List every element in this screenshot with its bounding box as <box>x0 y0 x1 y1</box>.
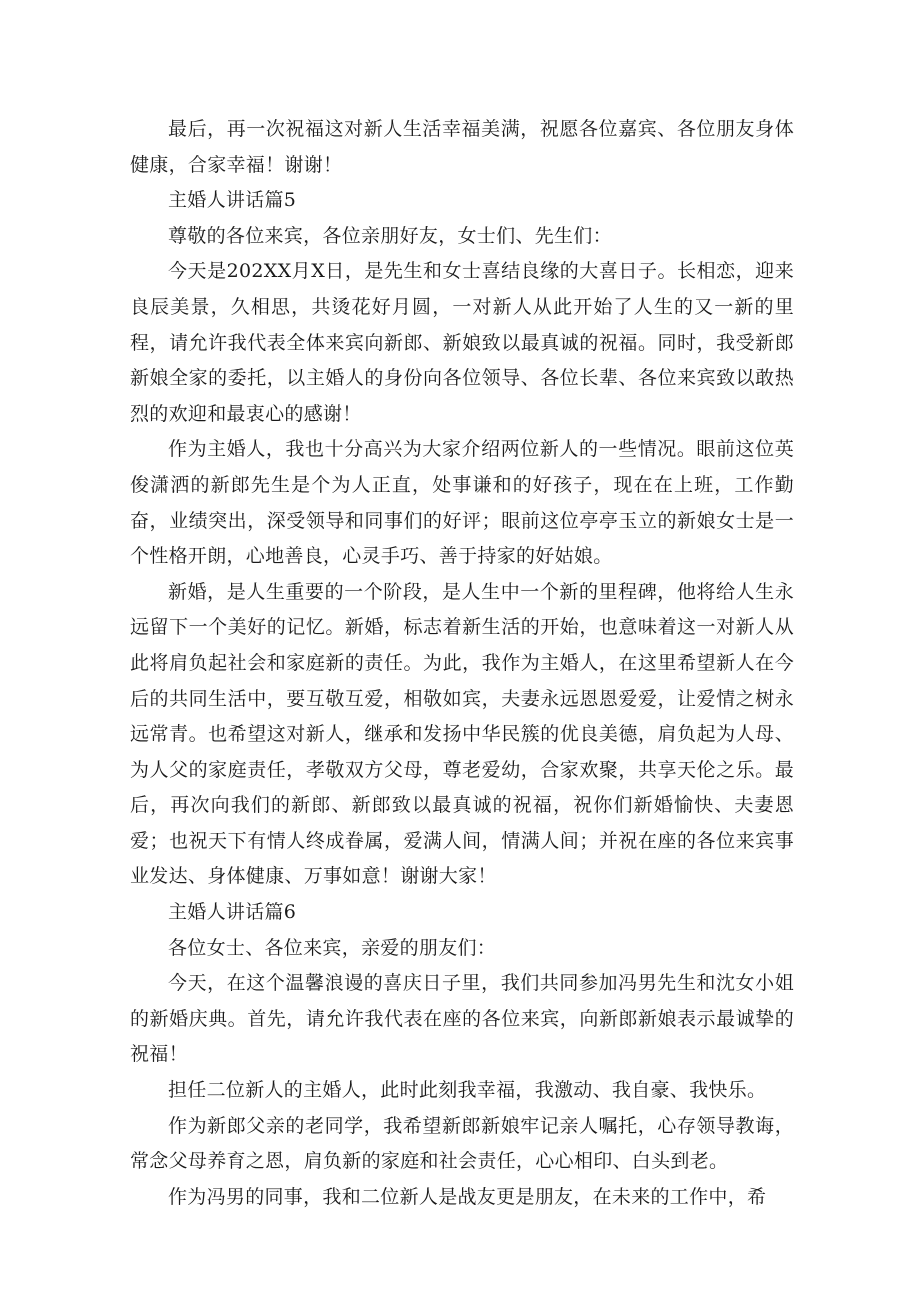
paragraph: 今天是202XX月X日，是先生和女士喜结良缘的大喜日子。长相恋，迎来良辰美景，久相思，共烫花好月圆，一对新人从此开始了人生的又一新的里程，请允许我代表全体来宾向新郎、新娘致以最真诚的祝福。同时，我受新郎新娘全家的委托，以主婚人的身份向各位领导、各位长辈、各位来宾致以敢热烈的欢迎和最衷心的感谢！ <box>130 260 794 425</box>
paragraph: 作为冯男的同事，我和二位新人是战友更是朋友，在未来的工作中，希 <box>168 1185 767 1208</box>
paragraph: 作为新郎父亲的老同学，我希望新郎新娘牢记亲人嘱托，心存领导教诲，常念父母养育之恩，肩负新的家庭和社会责任，心心相印、白头到老。 <box>130 1114 794 1173</box>
paragraph: 今天，在这个温馨浪谩的喜庆日子里，我们共同参加冯男先生和沈女小姐的新婚庆典。首先，请允许我代表在座的各位来宾，向新郎新娘表示最诚挚的祝福！ <box>130 972 794 1066</box>
paragraph: 尊敬的各位来宾，各位亲朋好友，女士们、先生们： <box>168 224 612 247</box>
paragraph: 担任二位新人的主婚人，此时此刻我幸福，我激动、我自豪、我快乐。 <box>168 1079 767 1102</box>
section-heading: 主婚人讲话篇5 <box>168 189 297 212</box>
paragraph: 新婚，是人生重要的一个阶段，是人生中一个新的里程碑，他将给人生永远留下一个美好的记忆。新婚，标志着新生活的开始，也意味着这一对新人从此将肩负起社会和家庭新的责任。为此，我作为主婚人，在这里希望新人在今后的共同生活中，要互敬互爱，相敬如宾，夫妻永远恩恩爱爱，让爱情之树永远常青。也希望这对新人，继承和发扬中华民簇的优良美德，肩负起为人母、为人父的家庭责任，孝敬双方父母，尊老爱幼，合家欢聚，共享天伦之乐。最后，再次向我们的新郎、新郎致以最真诚的祝福，祝你们新婚愉快、夫妻恩爱；也祝天下有情人终成眷属，爱满人间，情满人间；并祝在座的各位来宾事业发达、身体健康、万事如意！谢谢大家！ <box>130 580 794 888</box>
paragraph: 最后，再一次祝福这对新人生活幸福美满，祝愿各位嘉宾、各位朋友身体健康，合家幸福！谢谢！ <box>130 118 794 176</box>
document-page <box>130 112 794 1215</box>
paragraph: 作为主婚人，我也十分高兴为大家介绍两位新人的一些情况。眼前这位英俊潇洒的新郎先生是个为人正直，处事谦和的好孩子，现在在上班，工作勤奋，业绩突出，深受领导和同事们的好评；眼前这位亭亭玉立的新娘女士是一个性格开朗，心地善良，心灵手巧、善于持家的好姑娘。 <box>130 438 794 568</box>
paragraph: 各位女士、各位来宾，亲爱的朋友们： <box>168 936 497 959</box>
section-heading: 主婚人讲话篇6 <box>168 901 297 924</box>
